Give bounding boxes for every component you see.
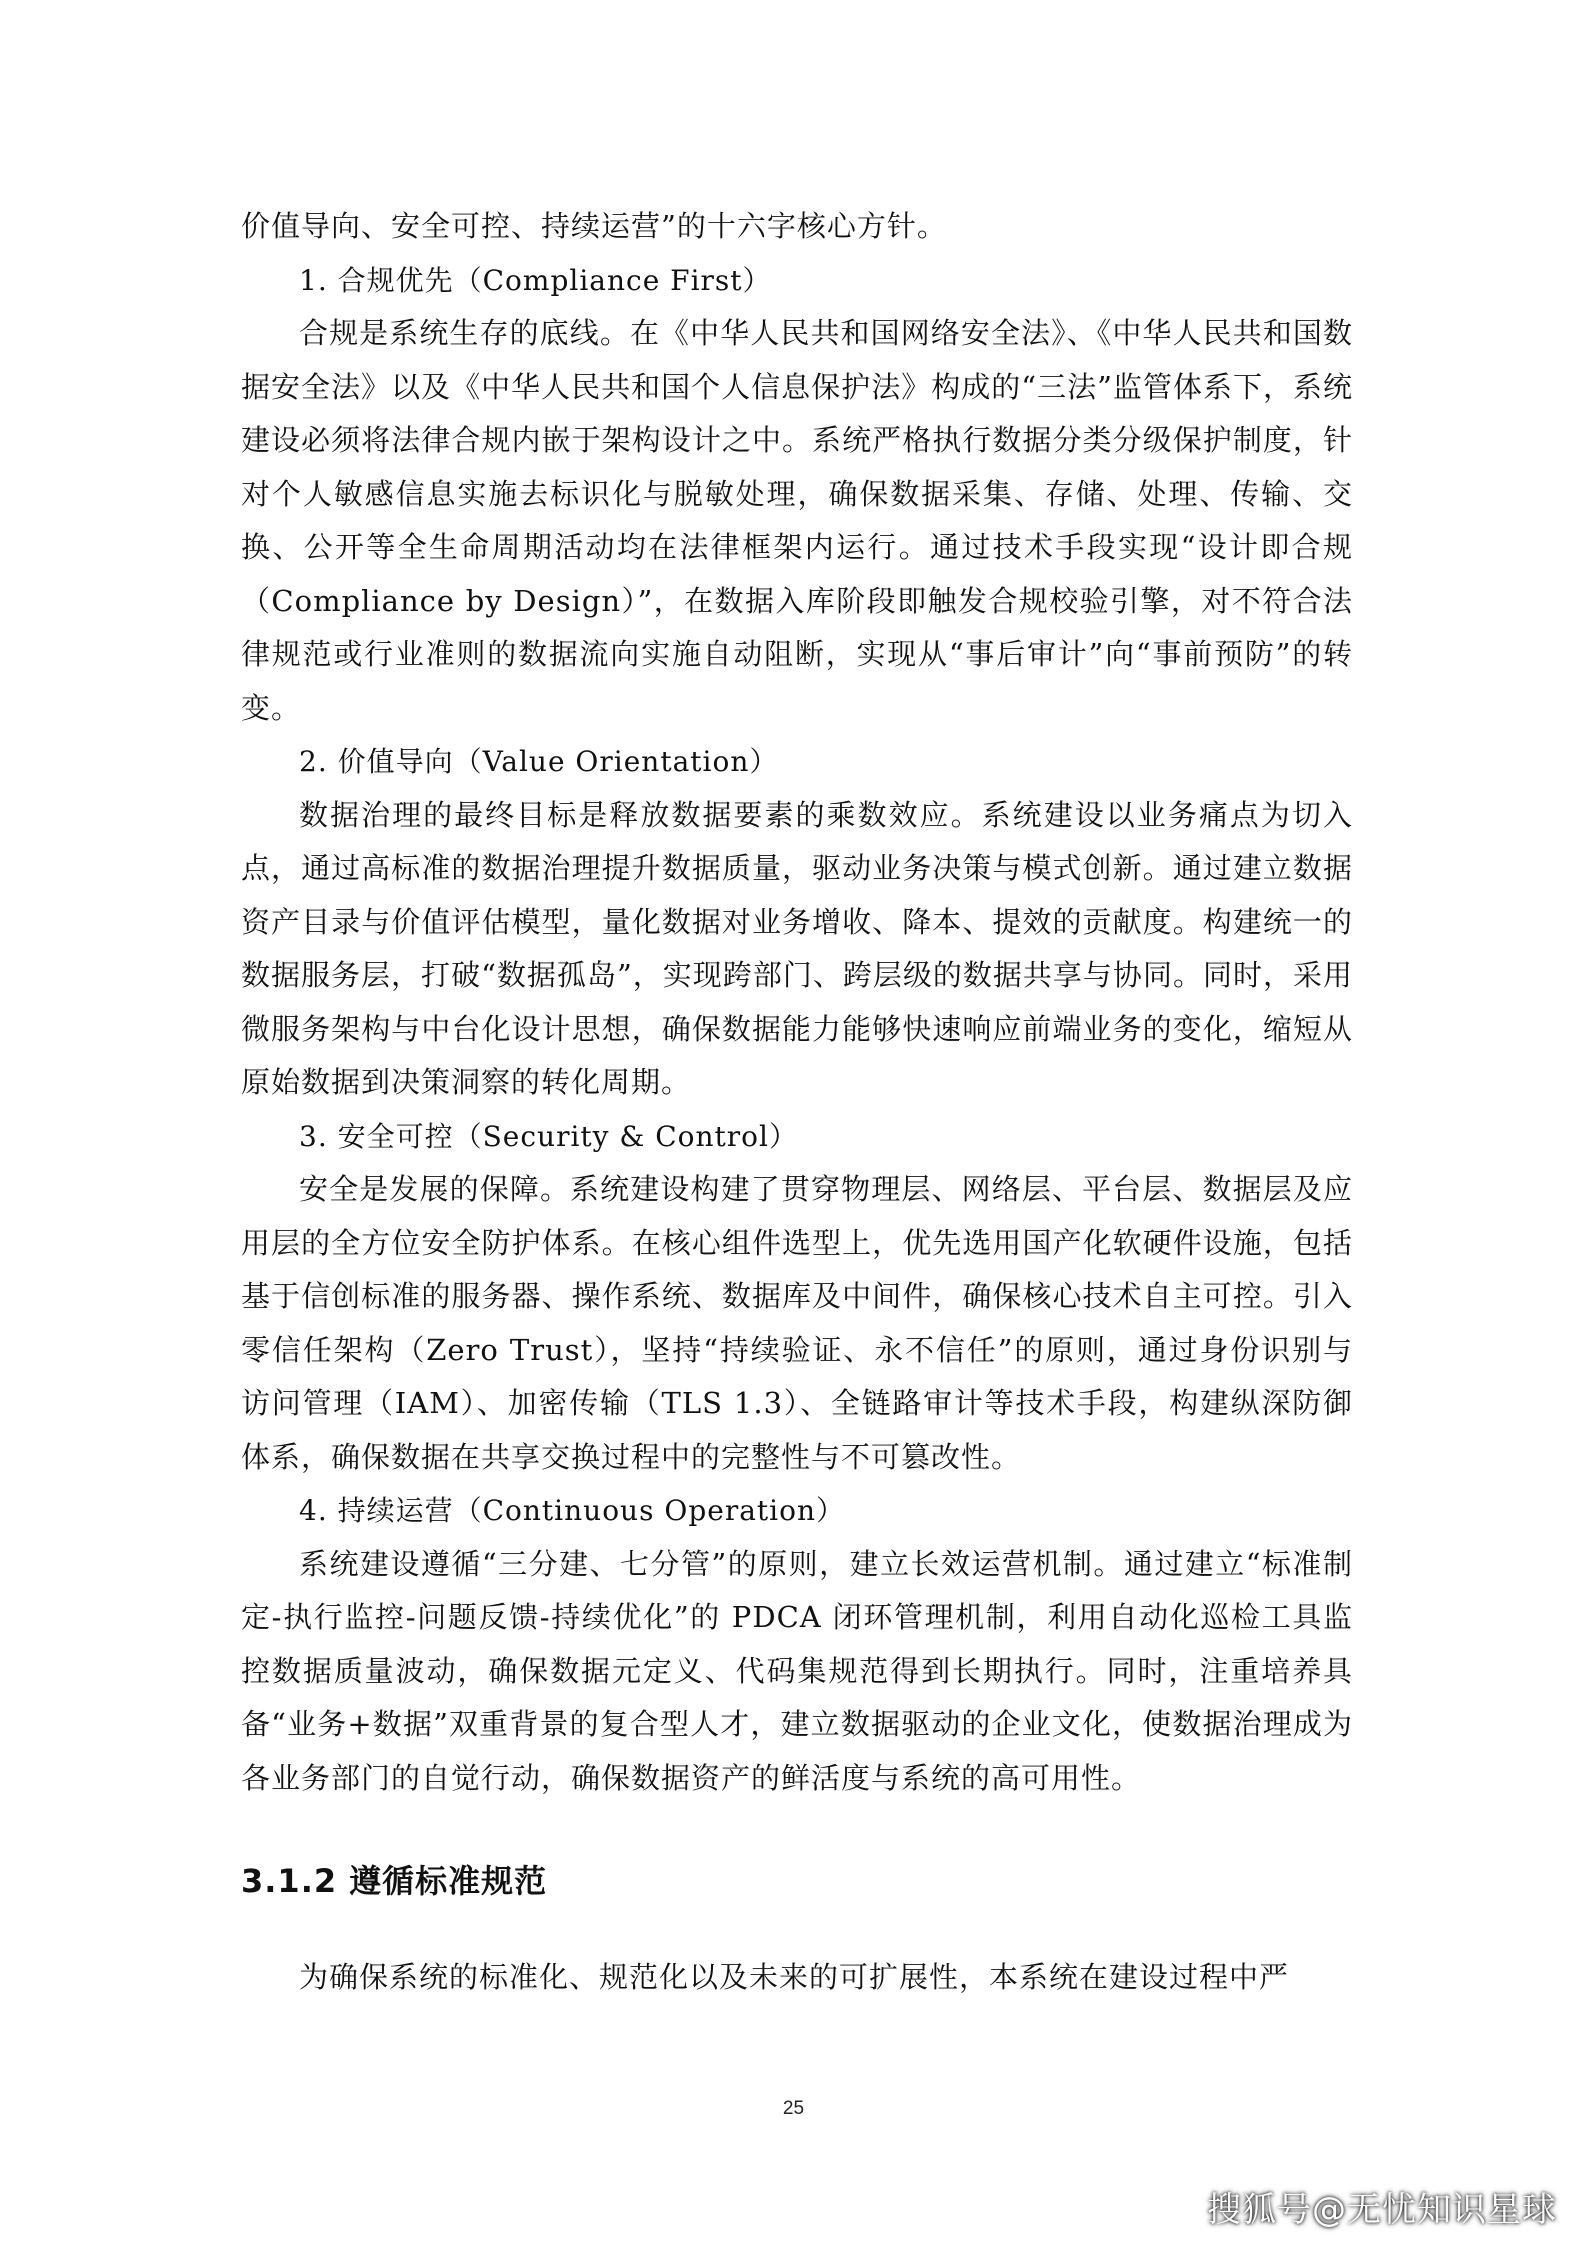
intro-line: 价值导向、安全可控、持续运营”的十六字核心方针。 — [241, 209, 947, 243]
principle-heading-security: 3. 安全可控（Security & Control） — [299, 1119, 798, 1153]
subsection-title: 遵循标准规范 — [349, 1862, 548, 1900]
subsection-heading — [241, 1857, 1353, 1905]
principle-heading-operation: 4. 持续运营（Continuous Operation） — [299, 1494, 845, 1527]
principle-body-compliance: 合规是系统生存的底线。在《中华人民共和国网络安全法》、《中华人民共和国数据安全法》以及《中华人民共和国个人信息保护法》构成的“三法”监管体系下，系统建设必须将法律合规内嵌于架构设计之中。系统严格执行数据分类分级保护制度，针对个人敏感信息实施去标识化与脱敏处理，确保数据采集、存储、处理、传输、交换、公开等全生命周期活动均在法律框架内运行。通过技术手段实现“设计即合规（Compliance by Design）”，在数据入库阶段即触发合规校验引擎，对不符合法律规范或行业准则的数据流向实施自动阻断，实现从“事后审计”向“事前预防”的转变。 — [241, 316, 1353, 725]
principle-body-security: 安全是发展的保障。系统建设构建了贯穿物理层、网络层、平台层、数据层及应用层的全方位安全防护体系。在核心组件选型上，优先选用国产化软硬件设施，包括基于信创标准的服务器、操作系统、数据库及中间件，确保核心技术自主可控。引入零信任架构（Zero Trust），坚持“持续验证、永不信任”的原则，通过身份识别与访问管理（IAM）、加密传输（TLS 1.3）、全链路审计等技术手段，构建纵深防御体系，确保数据在共享交换过程中的完整性与不可篡改性。 — [241, 1172, 1353, 1474]
page-number: 25 — [782, 2098, 805, 2119]
principle-body-operation: 系统建设遵循“三分建、七分管”的原则，建立长效运营机制。通过建立“标准制定-执行监控-问题反馈-持续优化”的 PDCA 闭环管理机制，利用自动化巡检工具监控数据质量波动，确保数据元定义、代码集规范得到长期执行。同时，注重培养具备“业务+数据”双重背景的复合型人才，建立数据驱动的企业文化，使数据治理成为各业务部门的自觉行动，确保数据资产的鲜活度与系统的高可用性。 — [241, 1546, 1353, 1795]
principle-heading-value: 2. 价值导向（Value Orientation） — [299, 745, 779, 778]
page-content — [241, 200, 1353, 2005]
principle-heading-compliance: 1. 合规优先（Compliance First） — [299, 263, 772, 297]
watermark: 搜狐号@无忧知识星球 — [1207, 2190, 1557, 2230]
principle-body-value: 数据治理的最终目标是释放数据要素的乘数效应。系统建设以业务痛点为切入点，通过高标准的数据治理提升数据质量，驱动业务决策与模式创新。通过建立数据资产目录与价值评估模型，量化数据对业务增收、降本、提效的贡献度。构建统一的数据服务层，打破“数据孤岛”，实现跨部门、跨层级的数据共享与协同。同时，采用微服务架构与中台化设计思想，确保数据能力能够快速响应前端业务的变化，缩短从原始数据到决策洞察的转化周期。 — [241, 797, 1353, 1099]
subsection-number: 3.1.2 — [241, 1862, 338, 1900]
subsection-body: 为确保系统的标准化、规范化以及未来的可扩展性，本系统在建设过程中严 — [299, 1960, 1290, 1994]
